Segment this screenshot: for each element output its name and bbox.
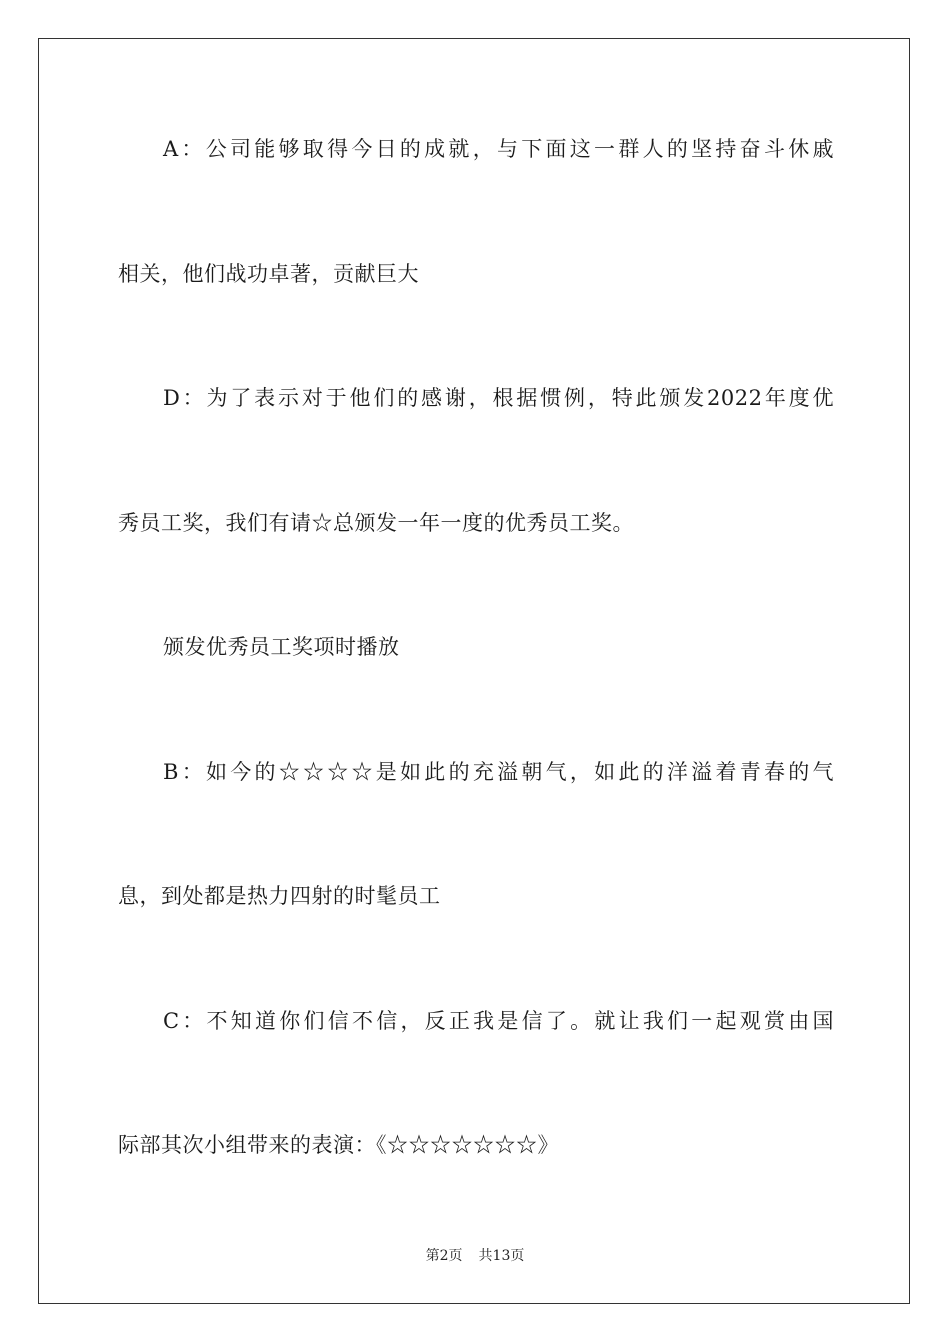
- page-footer: [0, 1247, 950, 1265]
- paragraph-a-line-2: 相关，他们战功卓著，贡献巨大: [118, 262, 419, 286]
- paragraph-b-line-1: B：如今的☆☆☆☆是如此的充溢朝气，如此的洋溢着青春的气: [163, 760, 834, 784]
- page-border: [38, 38, 910, 1304]
- paragraph-a-line-1: A：公司能够取得今日的成就，与下面这一群人的坚持奋斗休戚: [163, 137, 834, 161]
- paragraph-award-note: 颁发优秀员工奖项时播放: [163, 635, 400, 659]
- paragraph-d-line-2: 秀员工奖，我们有请☆总颁发一年一度的优秀员工奖。: [118, 511, 634, 535]
- paragraph-c-line-1: C：不知道你们信不信，反正我是信了。就让我们一起观赏由国: [163, 1009, 834, 1033]
- page-total: 共13页: [478, 1248, 525, 1264]
- page-number: 第2页: [425, 1248, 463, 1264]
- paragraph-d-line-1: D：为了表示对于他们的感谢，根据惯例，特此颁发2022年度优: [163, 386, 834, 410]
- paragraph-b-line-2: 息，到处都是热力四射的时髦员工: [118, 884, 441, 908]
- paragraph-c-line-2: 际部其次小组带来的表演：《☆☆☆☆☆☆☆》: [118, 1133, 559, 1157]
